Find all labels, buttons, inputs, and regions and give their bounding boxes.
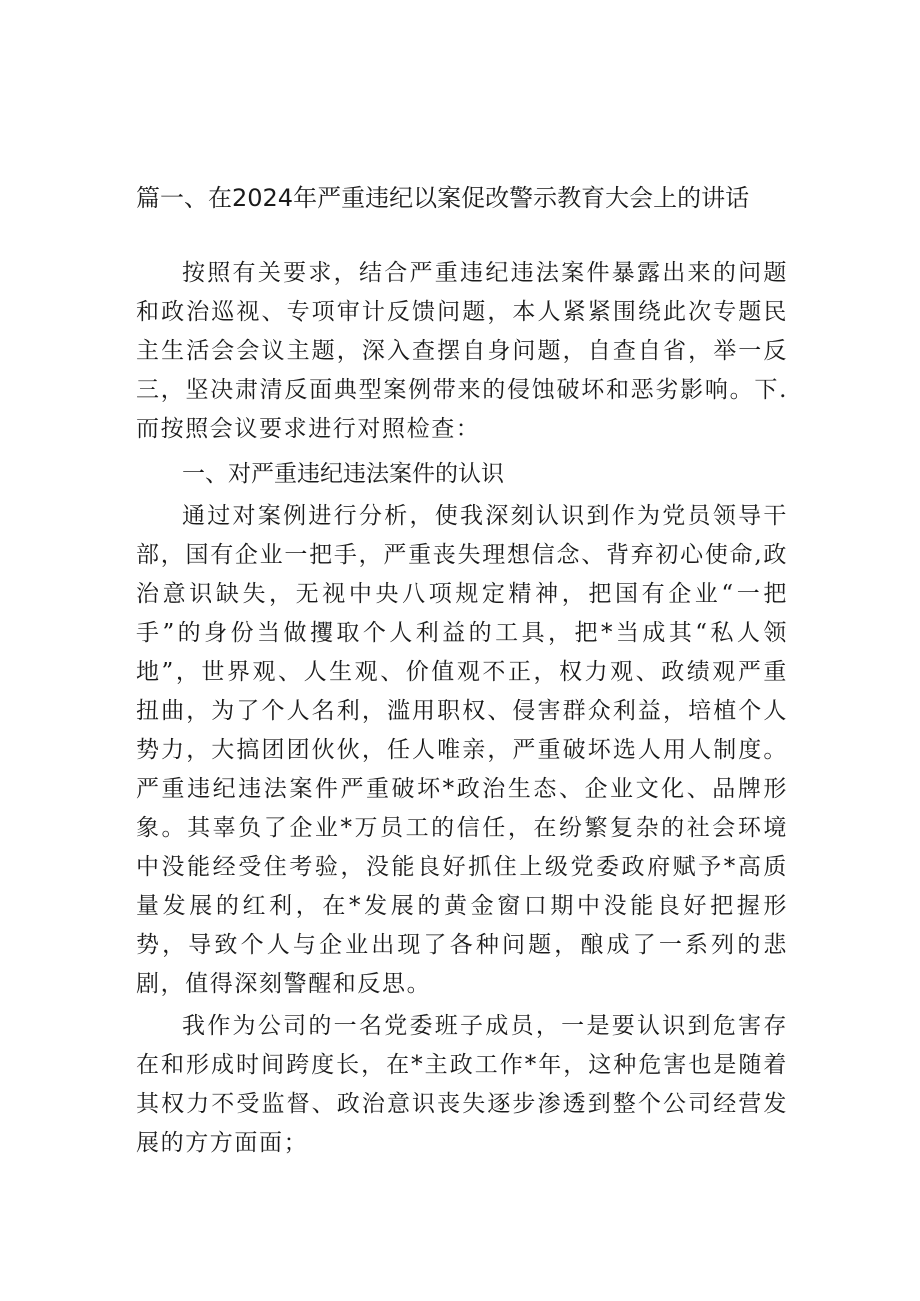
- intro-paragraph: 按照有关要求，结合严重违纪违法案件暴露出来的问题和政治巡视、专项审计反馈问题，本人紧紧围绕此次专题民主生活会会议主题，深入查摆自身问题，自查自省，举一反三，坚决肃清反面典型案例带来的侵蚀破坏和恶劣影响。下.而按照会议要求进行对照检查：: [136, 260, 788, 442]
- document-title: 篇一、在2024年严重违纪以案促改警示教育大会上的讲话: [136, 184, 750, 212]
- section-heading: 一、对严重违纪违法案件的认识: [182, 461, 504, 487]
- analysis-paragraph: 通过对案例进行分析，使我深刻认识到作为党员领导干部，国有企业一把手，严重丧失理想信念、背弃初心使命,政治意识缺失，无视中央八项规定精神，把国有企业“一把手”的身份当做攫取个人利益的工具，把*当成其“私人领地”，世界观、人生观、价值观不正，权力观、政绩观严重扭曲，为了个人名利，滥用职权、侵害群众利益，培植个人势力，大搞团团伙伙，任人唯亲，严重破坏选人用人制度。严重违纪违法案件严重破坏*政治生态、企业文化、品牌形象。其辜负了企业*万员工的信任，在纷繁复杂的社会环境中没能经受住考验，没能良好抓住上级党委政府赋予*高质量发展的红利，在*发展的黄金窗口期中没能良好把握形势，导致个人与企业出现了各种问题，酿成了一系列的悲剧，值得深刻警醒和反思。: [136, 503, 788, 997]
- document-body: [136, 254, 788, 1163]
- reflection-paragraph: 我作为公司的一名党委班子成员，一是要认识到危害存在和形成时间跨度长，在*主政工作*年，这种危害也是随着其权力不受监督、政治意识丧失逐步渗透到整个公司经营发展的方方面面；: [136, 1013, 788, 1156]
